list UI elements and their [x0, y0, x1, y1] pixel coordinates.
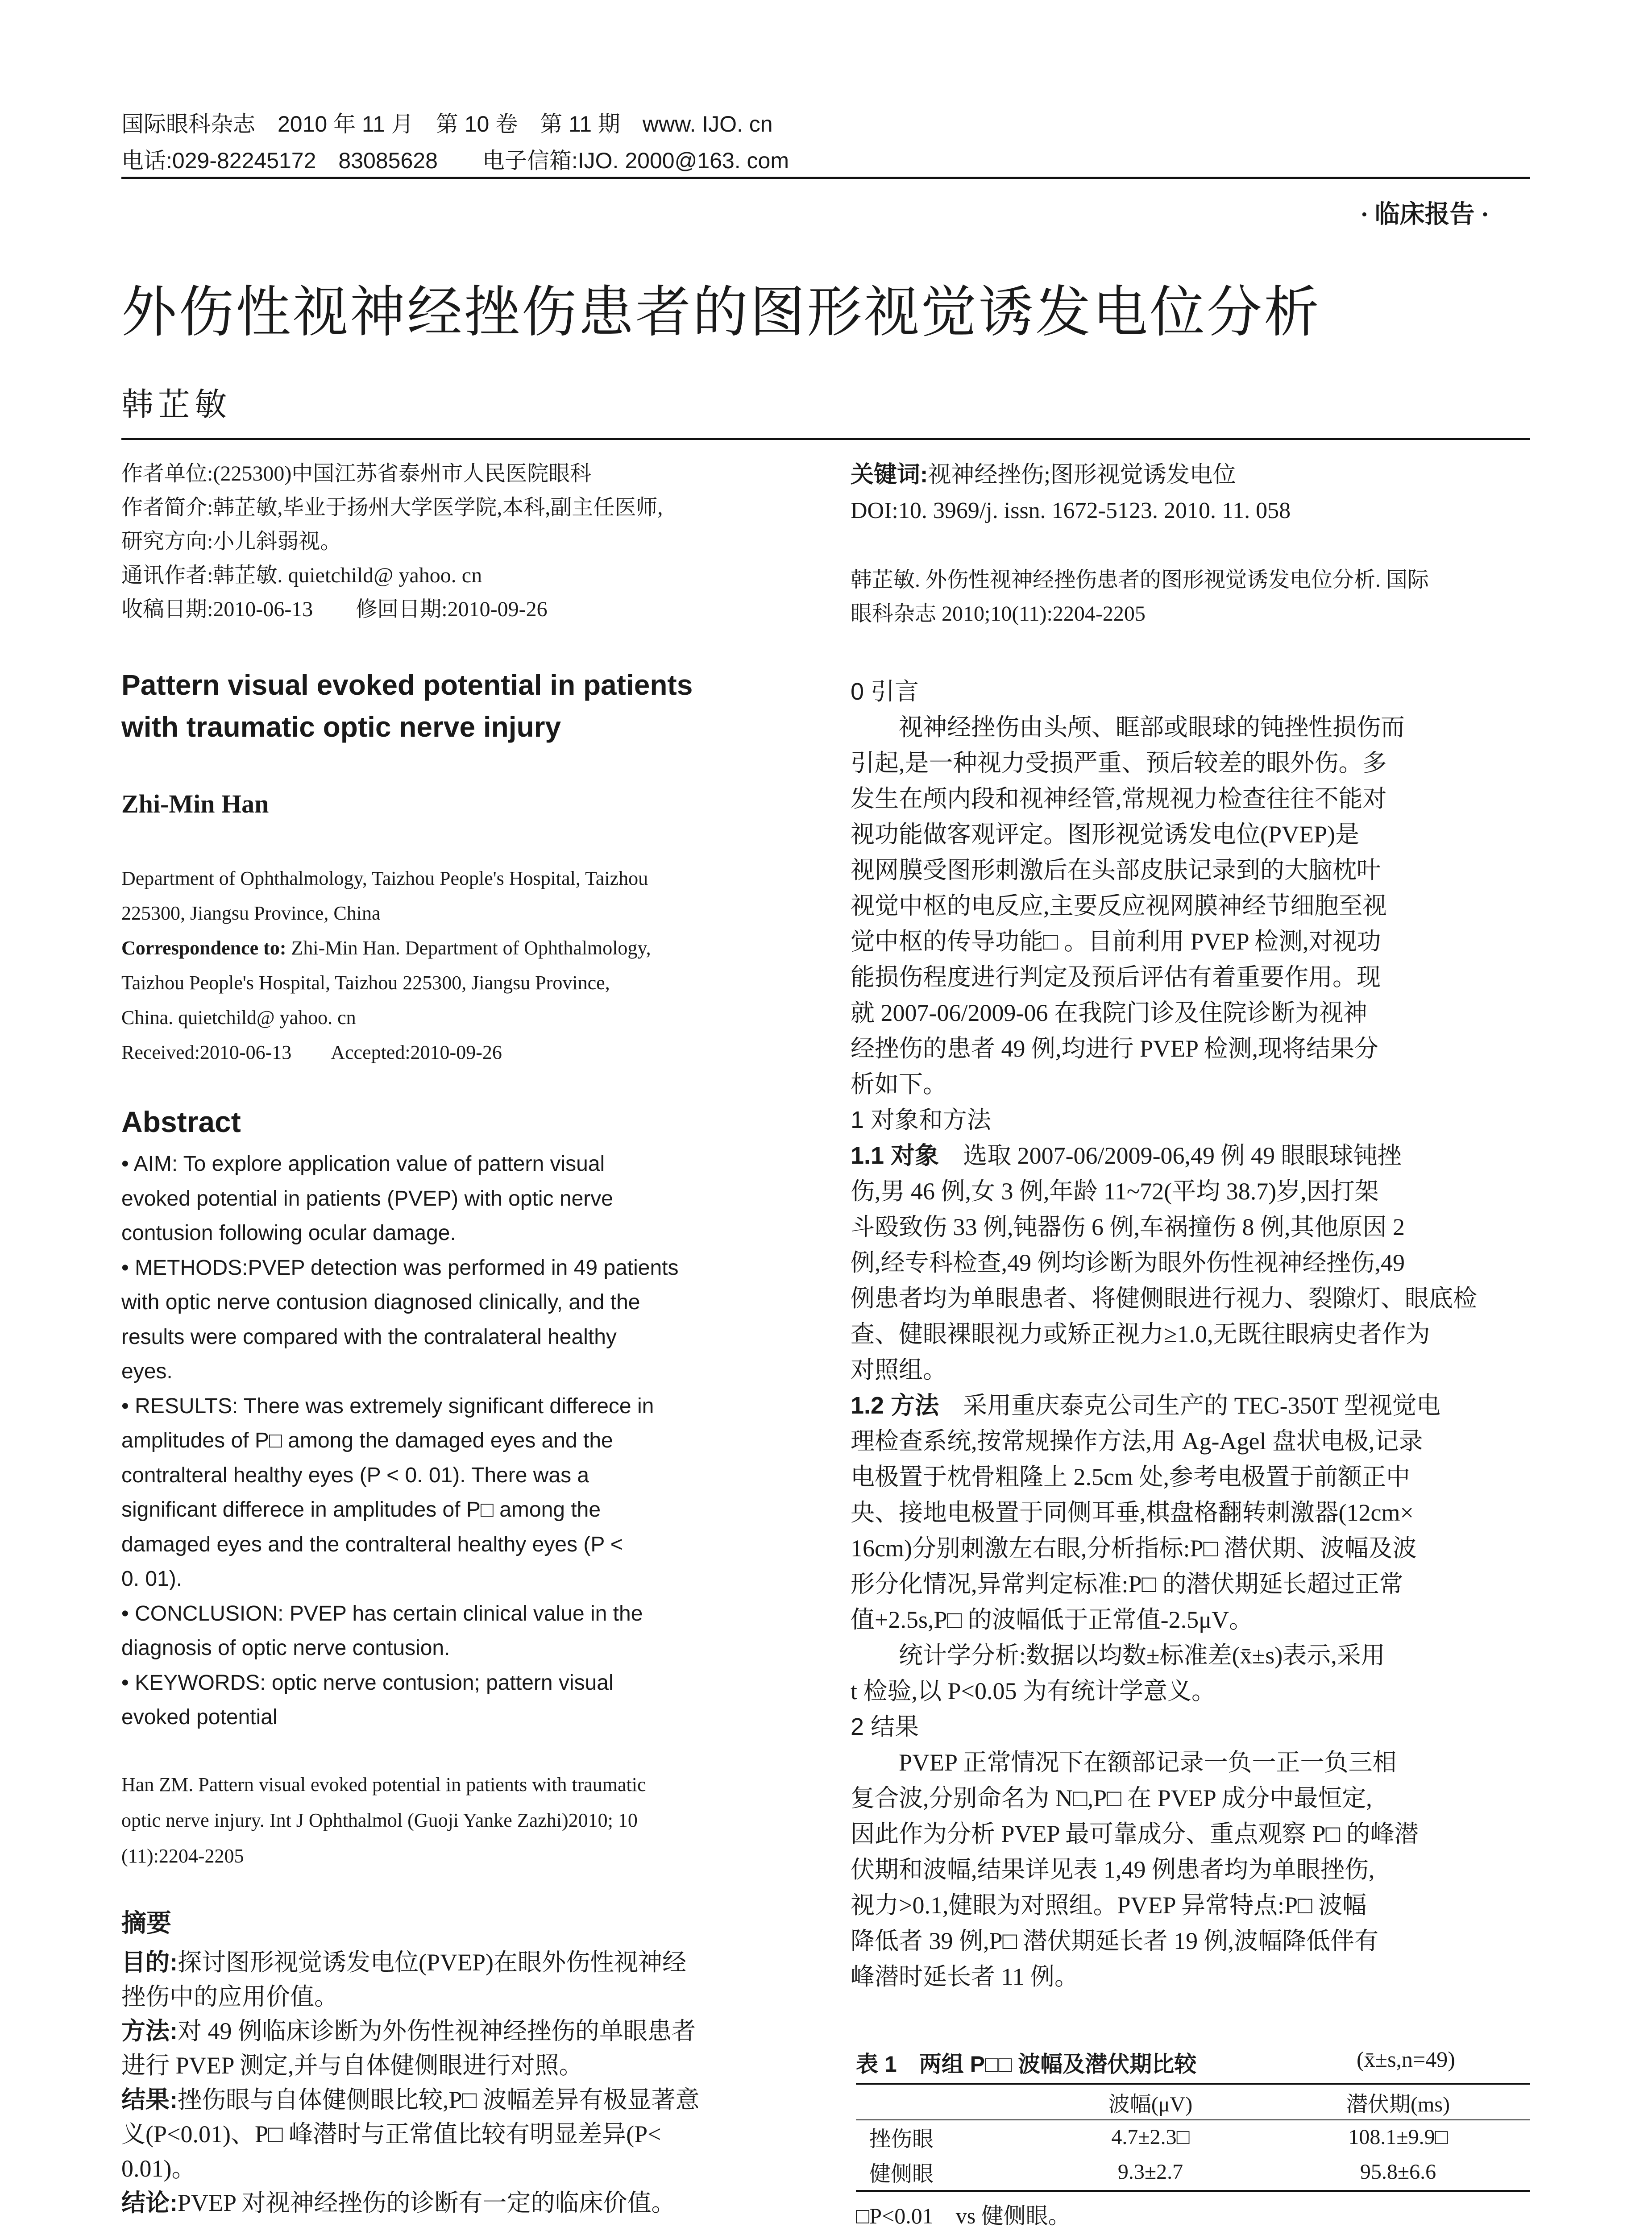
keywords-block — [851, 457, 1530, 529]
body-line: 值+2.5s,P□ 的波幅低于正常值-2.5μV。 — [851, 1606, 1254, 1633]
abstract-line: 0. 01). — [121, 1567, 183, 1591]
body-line: t 检验,以 P<0.05 为有统计学意义。 — [851, 1678, 1216, 1704]
author-info-cn — [121, 457, 803, 626]
body-line: 复合波,分别命名为 N□,P□ 在 PVEP 成分中最恒定, — [851, 1785, 1372, 1812]
body-line: 觉中枢的传导功能□ 。目前利用 PVEP 检测,对视功 — [851, 928, 1381, 955]
info-line: 研究方向:小儿斜弱视。 — [121, 530, 342, 553]
english-title-line: with traumatic optic nerve injury — [121, 711, 561, 743]
table-cell: 9.3±2.7 — [1117, 2160, 1183, 2184]
english-affiliation — [121, 861, 803, 1070]
table-header-cell: 波幅(μV) — [1108, 2092, 1193, 2116]
body-section-0 — [851, 674, 1530, 1995]
body-line: 电极置于枕骨粗隆上 2.5cm 处,参考电极置于前额正中 — [851, 1464, 1410, 1490]
doi: DOI:10. 3969/j. issn. 1672-5123. 2010. 11. 058 — [851, 498, 1291, 523]
journal-issue-line: 国际眼科杂志 2010 年 11 月 第 10 卷 第 11 期 www. IJO. cn — [121, 112, 773, 137]
journal-contact-line: 电话:029-82245172 83085628 电子信箱:IJO. 2000@163. com — [121, 148, 789, 173]
table-1 — [856, 2085, 1530, 2189]
abstract-cn-heading: 摘要 — [121, 1909, 171, 1937]
subsection-label: 1.2 方法 — [851, 1392, 939, 1419]
section-heading: 2 结果 — [851, 1713, 919, 1740]
abstract-line: contusion following ocular damage. — [121, 1221, 456, 1245]
english-title — [121, 664, 803, 748]
table-caption: 表 1 两组 P□□ 波幅及潜伏期比较 — [856, 2052, 1197, 2077]
english-author: Zhi-Min Han — [121, 789, 269, 818]
body-line: 对照组。 — [851, 1356, 947, 1383]
table-header-cell: 潜伏期(ms) — [1346, 2092, 1450, 2116]
body-line: 理检查系统,按常规操作方法,用 Ag-Agel 盘状电极,记录 — [851, 1428, 1423, 1455]
abstract-cn-line: 对 49 例临床诊断为外伤性视神经挫伤的单眼患者 — [177, 2018, 696, 2044]
table-note: □P<0.01 vs 健侧眼。 — [856, 2203, 1071, 2228]
body-line: 选取 2007-06/2009-06,49 例 49 眼眼球钝挫 — [939, 1142, 1402, 1169]
correspondence-label: Correspondence to: — [121, 937, 286, 959]
body-line: 伏期和波幅,结果详见表 1,49 例患者均为单眼挫伤, — [851, 1856, 1375, 1883]
section-heading: 1 对象和方法 — [851, 1107, 992, 1133]
english-title-line: Pattern visual evoked potential in patients — [121, 669, 693, 701]
abstract-cn-label: 结论: — [121, 2190, 178, 2216]
citation-cn — [851, 563, 1530, 631]
info-line: 通讯作者:韩芷敏. quietchild@ yahoo. cn — [121, 564, 482, 587]
abstract-line: • AIM: To explore application value of pattern visual — [121, 1152, 605, 1176]
abstract-line: contralteral healthy eyes (P < 0. 01). There was a — [121, 1463, 589, 1487]
abstract-cn-line: 挫伤中的应用价值。 — [121, 1983, 338, 2010]
abstract-line: damaged eyes and the contralteral healthy eyes (P < — [121, 1532, 623, 1556]
article-author: 韩芷敏 — [121, 386, 232, 423]
body-line: 采用重庆泰克公司生产的 TEC-350T 型视觉电 — [939, 1392, 1441, 1419]
table-cell: 108.1±9.9□ — [1348, 2125, 1448, 2149]
body-line: 查、健眼裸眼视力或矫正视力≥1.0,无既往眼病史者作为 — [851, 1321, 1430, 1348]
section-label: · 临床报告 · — [1360, 201, 1490, 228]
abstract-cn-line: 0.01)。 — [121, 2155, 196, 2182]
abstract-cn-body — [121, 1945, 803, 2220]
body-line: 视神经挫伤由头颅、眶部或眼球的钝挫性损伤而 — [851, 714, 1405, 741]
abstract-cn-label: 目的: — [121, 1949, 178, 1976]
body-line: 经挫伤的患者 49 例,均进行 PVEP 检测,现将结果分 — [851, 1035, 1379, 1062]
body-line: 例,经专科检查,49 例均诊断为眼外伤性视神经挫伤,49 — [851, 1249, 1405, 1276]
body-line: 16cm)分别刺激左右眼,分析指标:P□ 潜伏期、波幅及波 — [851, 1535, 1417, 1562]
correspondence-line: Zhi-Min Han. Department of Ophthalmology, — [291, 937, 651, 959]
citation-line: 韩芷敏. 外伤性视神经挫伤患者的图形视觉诱发电位分析. 国际 — [851, 568, 1429, 592]
abstract-line: significant differece in amplitudes of P□ among the — [121, 1498, 601, 1522]
citation-line: 眼科杂志 2010;10(11):2204-2205 — [851, 602, 1146, 626]
affiliation-line: 225300, Jiangsu Province, China — [121, 902, 381, 924]
info-line: 作者简介:韩芷敏,毕业于扬州大学医学院,本科,副主任医师, — [121, 496, 663, 519]
abstract-cn-line: 义(P<0.01)、P□ 峰潜时与正常值比较有明显差异(P< — [121, 2121, 661, 2148]
body-line: 因此作为分析 PVEP 最可靠成分、重点观察 P□ 的峰潜 — [851, 1820, 1419, 1847]
body-line: PVEP 正常情况下在额部记录一负一正一负三相 — [851, 1749, 1397, 1776]
affiliation-line: Department of Ophthalmology, Taizhou People's Hospital, Taizhou — [121, 867, 648, 889]
table-cell: 健侧眼 — [869, 2162, 934, 2186]
abstract-line: amplitudes of P□ among the damaged eyes and the — [121, 1429, 613, 1452]
abstract-line: • KEYWORDS: optic nerve contusion; pattern visual — [121, 1671, 614, 1695]
table-stats: (x̄±s,n=49) — [1357, 2047, 1455, 2072]
english-citation — [121, 1767, 803, 1874]
body-line: 峰潜时延长者 11 例。 — [851, 1963, 1079, 1990]
keywords-label: 关键词: — [851, 462, 928, 488]
english-citation-line: (11):2204-2205 — [121, 1845, 244, 1867]
header-rule — [121, 177, 1530, 179]
subsection-label: 1.1 对象 — [851, 1142, 939, 1169]
table-cell: 95.8±6.6 — [1360, 2160, 1436, 2184]
body-line: 形分化情况,异常判定标准:P□ 的潜伏期延长超过正常 — [851, 1571, 1403, 1597]
info-line: 收稿日期:2010-06-13 修回日期:2010-09-26 — [121, 597, 548, 621]
table-header-row — [856, 2085, 1530, 2119]
body-line: 统计学分析:数据以均数±标准差(x̄±s)表示,采用 — [851, 1642, 1385, 1669]
abstract-cn-line: 挫伤眼与自体健侧眼比较,P□ 波幅差异有极显著意 — [177, 2086, 700, 2113]
abstract-cn-line: 进行 PVEP 测定,并与自体健侧眼进行对照。 — [121, 2052, 583, 2079]
table-cell: 4.7±2.3□ — [1111, 2125, 1190, 2149]
abstract-line: with optic nerve contusion diagnosed clinically, and the — [121, 1290, 640, 1314]
abstract-line: evoked potential — [121, 1705, 278, 1729]
body-line: 斗殴致伤 33 例,钝器伤 6 例,车祸撞伤 8 例,其他原因 2 — [851, 1214, 1405, 1240]
correspondence-line: Taizhou People's Hospital, Taizhou 225300, Jiangsu Province, — [121, 972, 610, 994]
body-line: 视功能做客观评定。图形视觉诱发电位(PVEP)是 — [851, 821, 1360, 848]
body-line: 析如下。 — [851, 1071, 947, 1098]
body-line: 例患者均为单眼患者、将健侧眼进行视力、裂隙灯、眼底检 — [851, 1285, 1477, 1312]
table-cell: 挫伤眼 — [869, 2127, 934, 2151]
abstract-cn-label: 结果: — [121, 2086, 178, 2113]
table-header-cell — [856, 2085, 1034, 2119]
abstract-body — [121, 1147, 803, 1735]
info-line: 作者单位:(225300)中国江苏省泰州市人民医院眼科 — [121, 462, 592, 485]
body-line: 引起,是一种视力受损严重、预后较差的眼外伤。多 — [851, 750, 1387, 776]
body-line: 发生在颅内段和视神经管,常规视力检查往往不能对 — [851, 785, 1387, 812]
body-line: 央、接地电极置于同侧耳垂,棋盘格翻转刺激器(12cm× — [851, 1499, 1414, 1526]
abstract-line: diagnosis of optic nerve contusion. — [121, 1636, 450, 1660]
title-rule — [121, 438, 1530, 440]
english-citation-line: Han ZM. Pattern visual evoked potential in patients with traumatic — [121, 1774, 646, 1796]
article-title: 外伤性视神经挫伤患者的图形视觉诱发电位分析 — [121, 280, 1321, 344]
abstract-line: • CONCLUSION: PVEP has certain clinical value in the — [121, 1601, 643, 1626]
abstract-cn-label: 方法: — [121, 2018, 178, 2044]
abstract-line: • METHODS:PVEP detection was performed in 49 patients — [121, 1256, 679, 1280]
body-line: 伤,男 46 例,女 3 例,年龄 11~72(平均 38.7)岁,因打架 — [851, 1178, 1379, 1205]
abstract-cn-line: 探讨图形视觉诱发电位(PVEP)在眼外伤性视神经 — [177, 1949, 686, 1976]
abstract-cn-line: PVEP 对视神经挫伤的诊断有一定的临床价值。 — [177, 2190, 676, 2216]
body-line: 降低者 39 例,P□ 潜伏期延长者 19 例,波幅降低伴有 — [851, 1928, 1379, 1954]
body-line: 视力>0.1,健眼为对照组。PVEP 异常特点:P□ 波幅 — [851, 1892, 1367, 1919]
body-line: 能损伤程度进行判定及预后评估有着重要作用。现 — [851, 964, 1381, 991]
abstract-heading: Abstract — [121, 1105, 241, 1138]
abstract-line: results were compared with the contralateral healthy — [121, 1325, 617, 1349]
body-line: 就 2007-06/2009-06 在我院门诊及住院诊断为视神 — [851, 999, 1367, 1026]
body-line: 视网膜受图形刺激后在头部皮肤记录到的大脑枕叶 — [851, 857, 1381, 883]
english-dates: Received:2010-06-13 Accepted:2010-09-26 — [121, 1041, 502, 1063]
abstract-line: • RESULTS: There was extremely significant differece in — [121, 1394, 654, 1418]
keywords-text: 视神经挫伤;图形视觉诱发电位 — [928, 462, 1236, 488]
table-bottom-rule — [856, 2190, 1530, 2192]
body-line: 视觉中枢的电反应,主要反应视网膜神经节细胞至视 — [851, 892, 1387, 919]
abstract-line: evoked potential in patients (PVEP) with optic nerve — [121, 1186, 613, 1211]
section-heading: 0 引言 — [851, 678, 919, 705]
english-citation-line: optic nerve injury. Int J Ophthalmol (Guoji Yanke Zazhi)2010; 10 — [121, 1809, 638, 1831]
abstract-line: eyes. — [121, 1360, 173, 1383]
correspondence-line: China. quietchild@ yahoo. cn — [121, 1007, 356, 1028]
table-row — [856, 2154, 1530, 2189]
table-row — [856, 2119, 1530, 2154]
